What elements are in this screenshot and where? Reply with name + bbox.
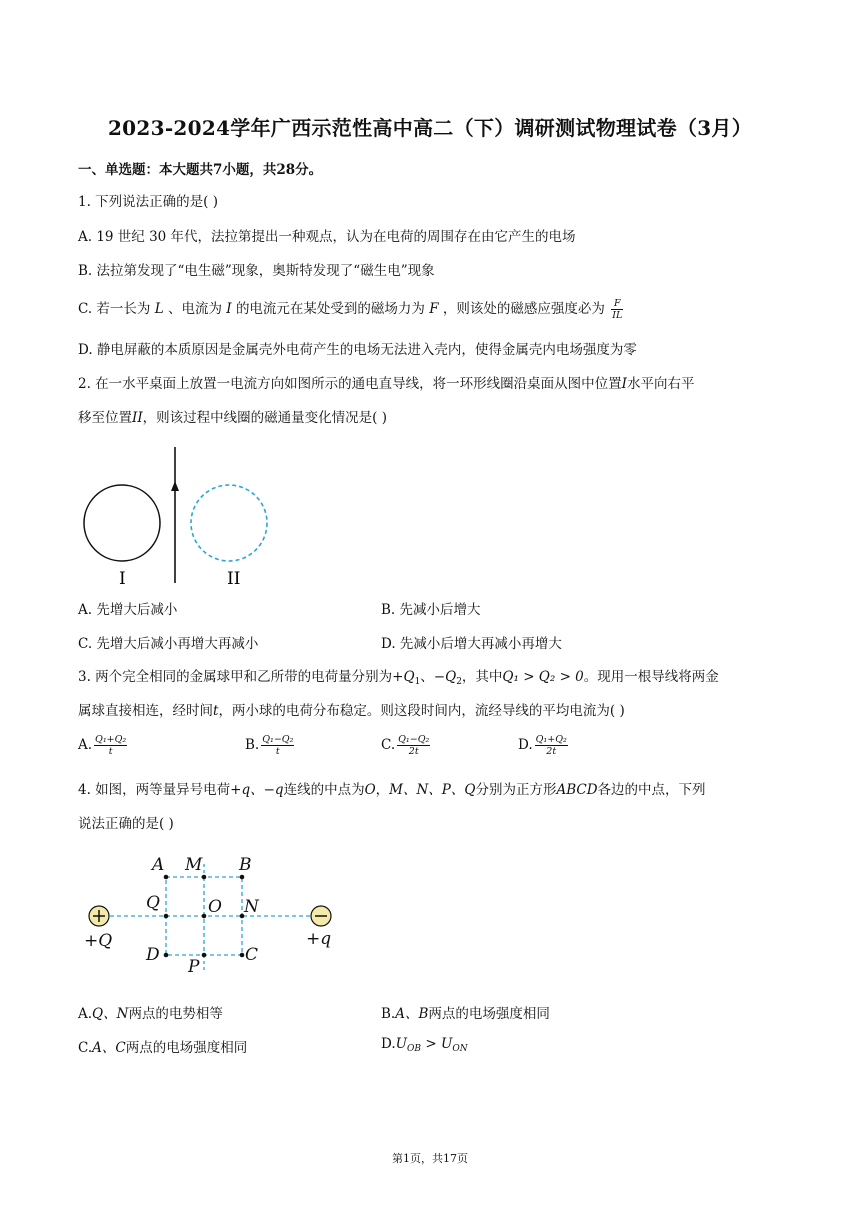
point-p [202, 953, 207, 958]
q3-option-a: A. $\frac{\text{Q₁+Q₂}}{t}$ [78, 734, 127, 757]
label-c: C [245, 945, 259, 965]
q2-figure [76, 445, 276, 590]
label-plus-big-q: +Q [84, 931, 113, 951]
q3-stem-line1: 3. 两个完全相同的金属球甲和乙所带的电荷量分别为$+Q_1$、$-Q_2$，其中Q₁ > Q₂ > 0。现用一根导线将两金 [78, 669, 719, 687]
coil-position-i [84, 485, 160, 561]
coil-position-ii [191, 485, 267, 561]
point-d [164, 953, 169, 958]
q4-option-b: B.A、B两点的电场强度相同 [381, 1006, 550, 1022]
q3-option-d: D. $\frac{\text{Q₁+Q₂}}{2t}$ [518, 734, 567, 757]
point-a [164, 875, 169, 880]
q4-option-d: $D.U_{OB} > U_{ON}$ [381, 1036, 468, 1054]
q2-option-d: D. 先减小后增大再减小再增大 [381, 636, 562, 652]
label-position-ii: II [227, 569, 241, 589]
positive-charge-icon [89, 906, 109, 926]
q3-option-b: B. $\frac{\text{Q₁−Q₂}}{t}$ [245, 734, 294, 757]
q2-option-b: B. 先减小后增大 [381, 602, 481, 618]
page-title: 2023-2024学年广西示范性高中高二（下）调研测试物理试卷（3月） [107, 116, 753, 140]
q1-option-b: B. 法拉第发现了“电生磁”现象，奥斯特发现了“磁生电”现象 [78, 263, 435, 279]
q4-option-c: C.A、C两点的电场强度相同 [78, 1040, 248, 1056]
page-footer: 第1页，共17页 [392, 1152, 468, 1165]
q4-stem-line1: 4. 如图，两等量异号电荷+q、−q连线的中点为O，M、N、P、Q分别为正方形ABCD各边的中点，下列 [78, 782, 706, 798]
fraction-f-over-il: $\frac{F}{IL}$ [612, 298, 623, 321]
q2-stem-line1: 2. 在一水平桌面上放置一电流方向如图所示的通电直导线，将一环形线圈沿桌面从图中位置I水平向右平 [78, 376, 695, 392]
label-q: Q [146, 893, 160, 913]
q4-figure [82, 850, 338, 976]
label-m: M [185, 855, 203, 875]
point-c [240, 953, 245, 958]
q1-stem: 1. 下列说法正确的是( ) [78, 194, 218, 210]
label-position-i: I [119, 569, 126, 589]
q4-option-a: A.Q、N两点的电势相等 [78, 1006, 223, 1022]
label-plus-small-q: +q [306, 929, 332, 949]
label-n: N [244, 897, 259, 917]
negative-charge-icon [311, 906, 331, 926]
point-o [202, 914, 207, 919]
label-o: O [208, 897, 222, 917]
label-a: A [152, 855, 165, 875]
label-b: B [239, 855, 252, 875]
q2-stem-line2: 移至位置II，则该过程中线圈的磁通量变化情况是( ) [78, 410, 387, 426]
q1-option-c: C. 若一长为 L 、电流为 I 的电流元在某处受到的磁场力为 F ，则该处的磁感应强度必为 $\frac{F}{IL}$ [78, 298, 623, 321]
label-d: D [146, 945, 160, 965]
q4-stem-line2: 说法正确的是( ) [78, 816, 174, 832]
q1-option-a: A. 19 世纪 30 年代，法拉第提出一种观点，认为在电荷的周围存在由它产生的电场 [78, 229, 576, 245]
point-q [164, 914, 169, 919]
q3-option-c: C. $\frac{\text{Q₁−Q₂}}{2t}$ [381, 734, 430, 757]
q2-option-c: C. 先增大后减小再增大再减小 [78, 636, 259, 652]
q1-option-d: D. 静电屏蔽的本质原因是金属壳外电荷产生的电场无法进入壳内，使得金属壳内电场强度为零 [78, 342, 637, 358]
current-direction-arrow-icon [171, 481, 179, 491]
section-heading: 一、单选题：本大题共7小题，共28分。 [78, 162, 323, 178]
point-b [240, 875, 245, 880]
q3-stem-line2: 属球直接相连，经时间t，两小球的电荷分布稳定。则这段时间内，流经导线的平均电流为( ) [78, 703, 625, 719]
point-m [202, 875, 207, 880]
label-p: P [188, 957, 200, 976]
q2-option-a: A. 先增大后减小 [78, 602, 178, 618]
